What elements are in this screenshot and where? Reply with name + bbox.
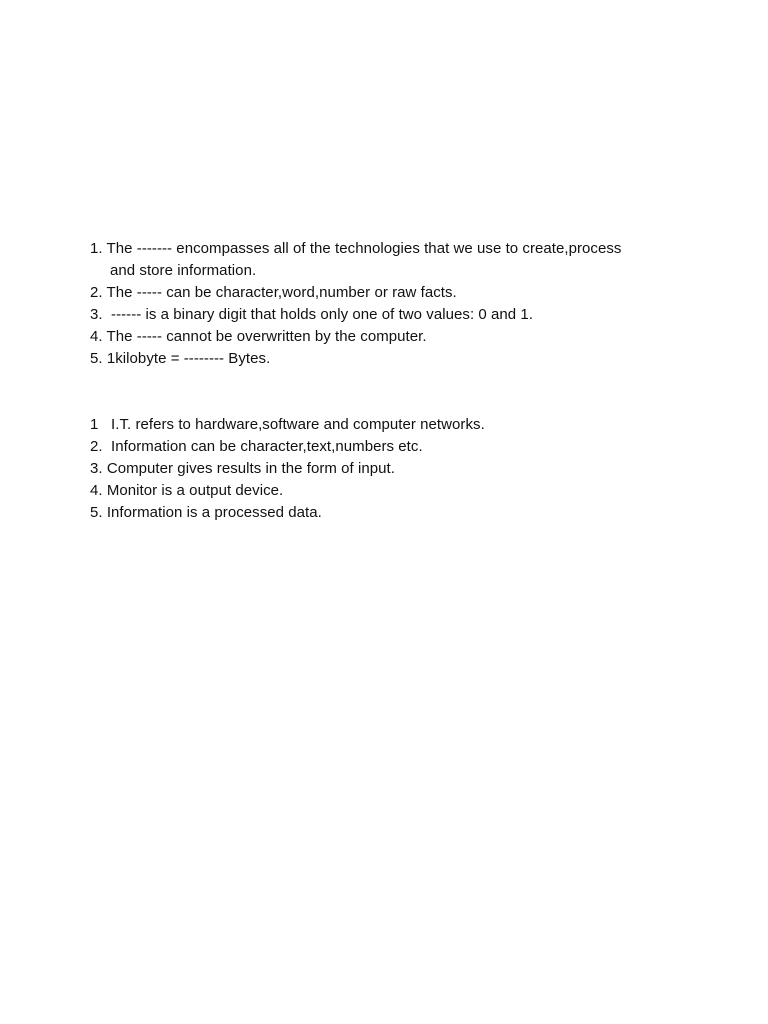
question-2: 2. The ----- can be character,word,number or raw facts. xyxy=(90,284,457,301)
statement-1: 1 I.T. refers to hardware,software and computer networks. xyxy=(90,416,485,433)
question-1-line-1: 1. The ------- encompasses all of the technologies that we use to create,process xyxy=(90,240,622,257)
statement-2: 2. Information can be character,text,numbers etc. xyxy=(90,438,423,455)
fill-in-the-blanks-list xyxy=(90,238,730,370)
statement-4: 4. Monitor is a output device. xyxy=(90,482,284,499)
question-4: 4. The ----- cannot be overwritten by the computer. xyxy=(90,328,427,345)
question-1-line-2: and store information. xyxy=(110,262,257,279)
question-5: 5. 1kilobyte = -------- Bytes. xyxy=(90,350,271,367)
statements-list xyxy=(90,414,730,524)
question-3: 3. ------ is a binary digit that holds only one of two values: 0 and 1. xyxy=(90,306,533,323)
statement-5: 5. Information is a processed data. xyxy=(90,504,322,521)
statement-3: 3. Computer gives results in the form of input. xyxy=(90,460,395,477)
